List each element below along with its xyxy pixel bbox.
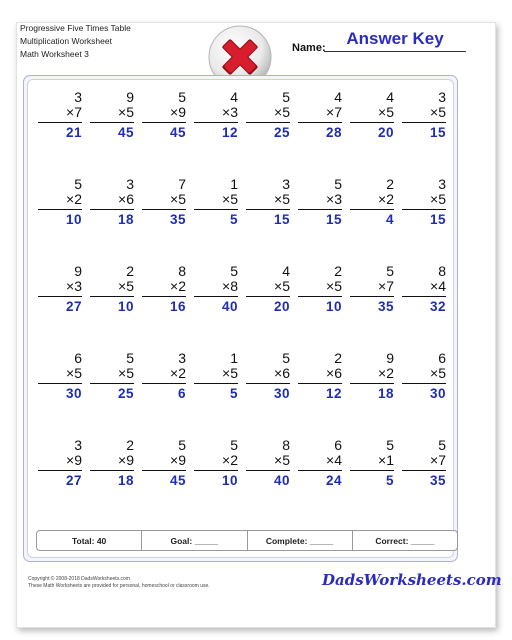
multiplicand: 2 [126,263,134,279]
answer: 12 [221,125,238,140]
multiplier: ×5 [194,366,238,384]
problem-item [246,264,290,351]
problem-item [350,264,394,351]
answer: 15 [325,212,342,227]
multiplicand: 9 [386,350,394,366]
multiplicand: 5 [386,437,394,453]
brand-logo: DadsWorksheets.com [322,571,502,589]
multiplier: ×4 [298,453,342,471]
answer: 35 [377,299,394,314]
problems-panel [23,75,458,562]
answer: 18 [117,212,134,227]
multiplier: ×5 [142,192,186,210]
correct-cell: Correct: _____ [352,531,457,550]
problem-item [90,264,134,351]
total-cell: Total: 40 [71,535,107,546]
answer: 40 [273,473,290,488]
problem-item [350,351,394,438]
multiplier: ×5 [246,192,290,210]
multiplier: ×5 [402,366,446,384]
multiplier: ×7 [298,105,342,123]
multiplier: ×4 [402,279,446,297]
multiplicand: 1 [230,350,238,366]
multiplier: ×9 [90,453,134,471]
problem-item [402,438,446,525]
problem-item [350,438,394,525]
complete-cell: Complete: _____ [247,531,352,550]
problem-item [194,264,238,351]
answer: 4 [385,212,394,227]
problem-item [38,90,82,177]
answer: 45 [169,473,186,488]
multiplier: ×5 [90,105,134,123]
problem-item [298,177,342,264]
answer: 10 [117,299,134,314]
multiplicand: 3 [178,350,186,366]
answer: 40 [221,299,238,314]
multiplier: ×5 [402,192,446,210]
multiplicand: 2 [334,263,342,279]
answer: 18 [377,386,394,401]
name-line [324,51,466,52]
multiplicand: 5 [230,263,238,279]
multiplier: ×9 [142,453,186,471]
multiplicand: 3 [438,89,446,105]
problems-grid [34,90,450,525]
multiplicand: 2 [334,350,342,366]
answer: 45 [169,125,186,140]
answer: 30 [429,386,446,401]
problem-item [350,177,394,264]
problem-item [402,264,446,351]
multiplier: ×3 [298,192,342,210]
goal-cell: Goal: _____ [141,531,246,550]
multiplicand: 4 [386,89,394,105]
answer: 20 [273,299,290,314]
answer: 10 [221,473,238,488]
multiplicand: 5 [230,437,238,453]
multiplicand: 5 [386,263,394,279]
worksheet-title-block [20,22,131,61]
multiplicand: 1 [230,176,238,192]
problem-item [246,177,290,264]
multiplier: ×5 [350,105,394,123]
multiplier: ×6 [246,366,290,384]
multiplier: ×5 [90,366,134,384]
answer: 35 [429,473,446,488]
multiplier: ×2 [350,192,394,210]
multiplier: ×6 [298,366,342,384]
multiplier: ×7 [350,279,394,297]
problem-item [402,351,446,438]
title-line-1: Progressive Five Times Table [20,23,131,33]
multiplier: ×9 [142,105,186,123]
multiplicand: 3 [438,176,446,192]
answer: 21 [65,125,82,140]
multiplicand: 4 [334,89,342,105]
problem-item [38,438,82,525]
multiplicand: 2 [126,437,134,453]
multiplier: ×2 [194,453,238,471]
answer: 25 [117,386,134,401]
answer: 15 [429,125,446,140]
problem-item [38,351,82,438]
multiplicand: 5 [282,350,290,366]
multiplier: ×2 [142,279,186,297]
multiplier: ×8 [194,279,238,297]
problem-item [90,438,134,525]
problem-item [142,90,186,177]
answer: 15 [273,212,290,227]
multiplicand: 8 [438,263,446,279]
multiplier: ×9 [38,453,82,471]
multiplicand: 7 [178,176,186,192]
name-label: Name: [292,42,326,54]
multiplier: ×5 [246,279,290,297]
problem-item [298,351,342,438]
answer: 30 [273,386,290,401]
multiplicand: 3 [282,176,290,192]
multiplicand: 6 [334,437,342,453]
multiplier: ×5 [246,105,290,123]
answer: 45 [117,125,134,140]
multiplier: ×6 [90,192,134,210]
multiplier: ×2 [38,192,82,210]
problem-item [142,264,186,351]
multiplier: ×2 [350,366,394,384]
problem-item [298,438,342,525]
problem-item [194,177,238,264]
multiplicand: 9 [126,89,134,105]
multiplier: ×1 [350,453,394,471]
answer: 30 [65,386,82,401]
multiplicand: 4 [282,263,290,279]
multiplicand: 5 [282,89,290,105]
problem-item [194,438,238,525]
problem-item [90,351,134,438]
answer: 24 [325,473,342,488]
multiplicand: 8 [178,263,186,279]
problem-item [246,438,290,525]
multiplier: ×5 [298,279,342,297]
multiplicand: 5 [178,437,186,453]
multiplicand: 5 [334,176,342,192]
answer: 20 [377,125,394,140]
problem-item [142,177,186,264]
answer: 16 [169,299,186,314]
problem-item [142,438,186,525]
multiplicand: 5 [74,176,82,192]
title-line-2: Multiplication Worksheet [20,36,112,46]
multiplier: ×7 [402,453,446,471]
problem-item [298,90,342,177]
problem-item [246,90,290,177]
answer: 35 [169,212,186,227]
multiplicand: 6 [74,350,82,366]
multiplier: ×5 [246,453,290,471]
multiplier: ×7 [38,105,82,123]
problem-item [90,90,134,177]
problem-item [142,351,186,438]
answer: 5 [229,386,238,401]
answer: 15 [429,212,446,227]
problem-item [350,90,394,177]
answer: 10 [65,212,82,227]
answer: 28 [325,125,342,140]
answer: 12 [325,386,342,401]
multiplier: ×5 [402,105,446,123]
problem-item [246,351,290,438]
multiplier: ×3 [38,279,82,297]
copyright-line-2: These Math Worksheets are provided for personal, homeschool or classroom use. [28,583,210,589]
multiplicand: 2 [386,176,394,192]
multiplier: ×2 [142,366,186,384]
answer: 18 [117,473,134,488]
problem-item [402,177,446,264]
answer: 5 [229,212,238,227]
copyright-notice [28,576,210,590]
multiplicand: 8 [282,437,290,453]
answer: 25 [273,125,290,140]
multiplicand: 3 [74,89,82,105]
answer: 32 [429,299,446,314]
problem-item [38,264,82,351]
multiplicand: 4 [230,89,238,105]
answer: 6 [177,386,186,401]
multiplier: ×3 [194,105,238,123]
multiplicand: 9 [74,263,82,279]
multiplicand: 3 [74,437,82,453]
multiplicand: 5 [438,437,446,453]
multiplier: ×5 [38,366,82,384]
problem-item [194,90,238,177]
multiplier: ×5 [90,279,134,297]
multiplicand: 5 [178,89,186,105]
multiplier: ×5 [194,192,238,210]
answer: 10 [325,299,342,314]
answer: 5 [385,473,394,488]
multiplicand: 5 [126,350,134,366]
title-line-3: Math Worksheet 3 [20,49,89,59]
multiplicand: 3 [126,176,134,192]
problem-item [90,177,134,264]
problem-item [298,264,342,351]
problem-item [38,177,82,264]
answer-key-label: Answer Key [346,29,444,48]
copyright-line-1: Copyright © 2008-2018 DadsWorksheets.com [28,576,130,582]
problem-item [194,351,238,438]
answer: 27 [65,299,82,314]
problem-item [402,90,446,177]
score-bar [36,530,458,551]
multiplicand: 6 [438,350,446,366]
answer: 27 [65,473,82,488]
